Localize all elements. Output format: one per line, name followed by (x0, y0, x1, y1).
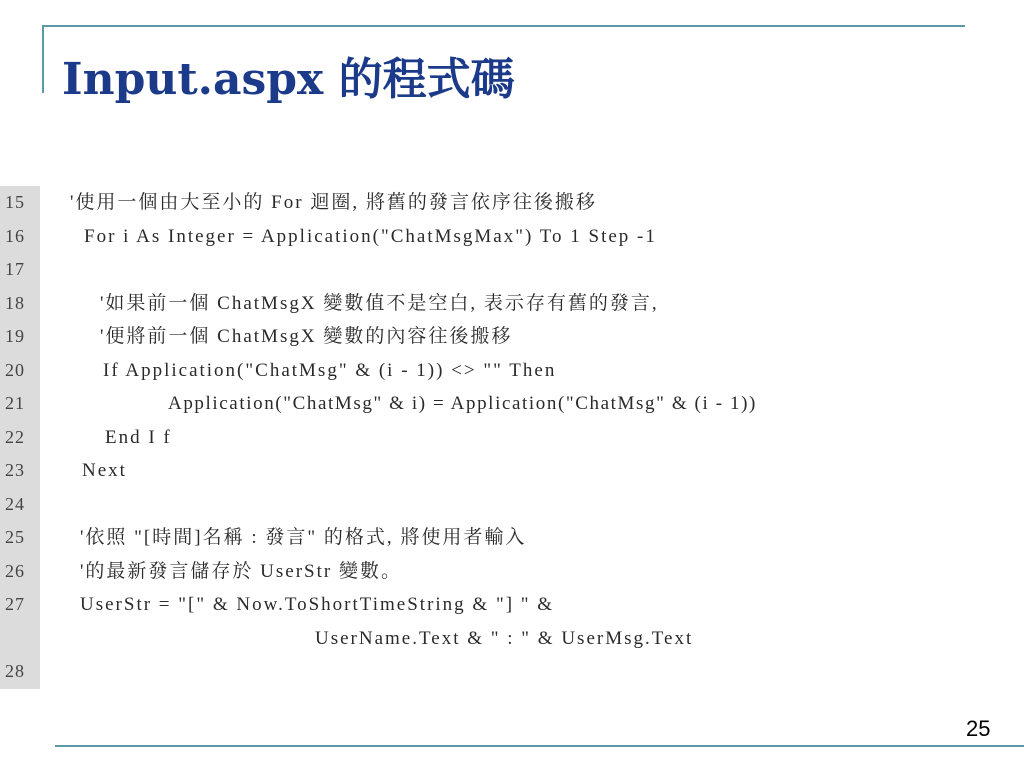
code-text: '便將前一個 ChatMsgX 變數的內容往後搬移 (100, 326, 513, 347)
line-number: 20 (0, 354, 40, 388)
line-number: 17 (0, 253, 40, 287)
line-number: 23 (0, 454, 40, 488)
code-text: '使用一個由大至小的 For 迴圈, 將舊的發言依序往後搬移 (70, 192, 597, 213)
code-line (0, 220, 1024, 254)
code-line (0, 354, 1024, 388)
code-line (0, 421, 1024, 455)
line-number (0, 622, 40, 656)
code-text: '的最新發言儲存於 UserStr 變數。 (80, 560, 402, 582)
code-text: Application("ChatMsg" & i) = Application("ChatMsg" & (i - 1)) (168, 393, 757, 414)
code-line (0, 622, 1024, 656)
code-text: '依照 "[時間]名稱 : 發言" 的格式, 將使用者輸入 (80, 527, 527, 548)
code-text: '如果前一個 ChatMsgX 變數值不是空白, 表示存有舊的發言, (100, 292, 659, 314)
top-rule (42, 25, 965, 27)
code-line (0, 253, 1024, 287)
code-line (0, 488, 1024, 522)
line-number: 21 (0, 387, 40, 421)
line-number: 24 (0, 488, 40, 522)
code-text: UserName.Text & " : " & UserMsg.Text (315, 627, 694, 649)
line-number: 22 (0, 421, 40, 455)
left-rule (42, 25, 44, 93)
line-number: 28 (0, 655, 40, 689)
code-line (0, 287, 1024, 321)
code-line (0, 588, 1024, 622)
code-text: End I f (105, 426, 172, 448)
line-number: 27 (0, 588, 40, 622)
line-number: 16 (0, 220, 40, 254)
code-listing (0, 186, 1024, 689)
code-line (0, 655, 1024, 689)
code-line (0, 320, 1024, 354)
code-text: For i As Integer = Application("ChatMsgMax") To 1 Step -1 (84, 225, 657, 247)
bottom-rule (55, 745, 1024, 747)
code-line (0, 186, 1024, 220)
page-number: 25 (966, 716, 991, 741)
code-text: Next (82, 460, 127, 481)
line-number: 25 (0, 521, 40, 555)
line-number: 18 (0, 287, 40, 321)
code-line (0, 454, 1024, 488)
code-line (0, 387, 1024, 421)
line-number: 19 (0, 320, 40, 354)
code-line (0, 555, 1024, 589)
code-text: If Application("ChatMsg" & (i - 1)) <> "" Then (103, 359, 557, 381)
line-number: 15 (0, 186, 40, 220)
line-number: 26 (0, 555, 40, 589)
code-text: UserStr = "[" & Now.ToShortTimeString & "] " & (80, 594, 555, 615)
code-line (0, 521, 1024, 555)
slide-title: Input.aspx 的程式碼 (62, 54, 515, 105)
